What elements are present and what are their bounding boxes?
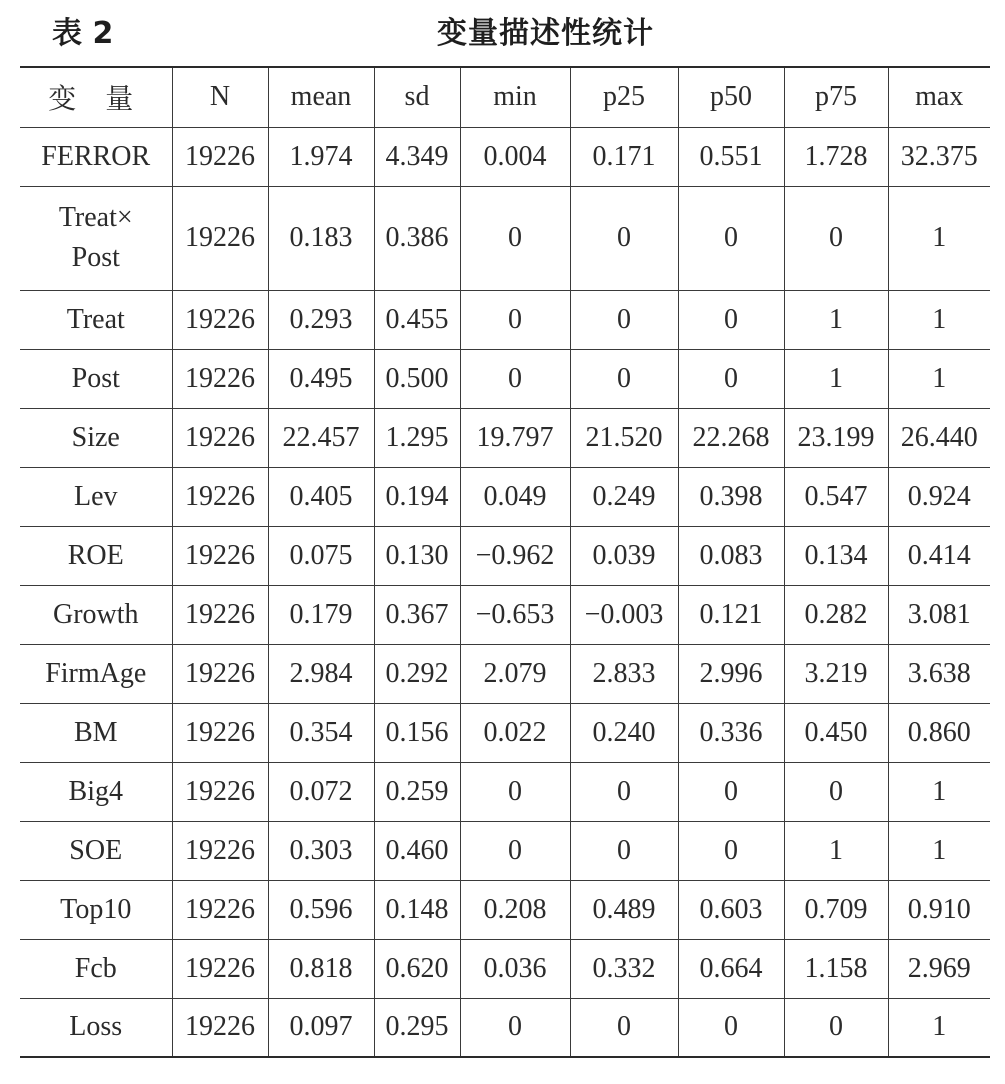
cell-p50: 0 [678, 762, 784, 821]
table-row [20, 349, 990, 408]
cell-p75: 0 [784, 186, 888, 290]
cell-min: 0.036 [460, 939, 570, 998]
row-variable-name: ROE [20, 526, 172, 585]
cell-p50: 0.664 [678, 939, 784, 998]
cell-p75: 23.199 [784, 408, 888, 467]
cell-p25: 0 [570, 762, 678, 821]
cell-max: 3.081 [888, 585, 990, 644]
table-row [20, 585, 990, 644]
row-variable-name: FirmAge [20, 644, 172, 703]
cell-n: 19226 [172, 762, 268, 821]
row-variable-name: Top10 [20, 880, 172, 939]
cell-sd: 0.156 [374, 703, 460, 762]
cell-p50: 0.603 [678, 880, 784, 939]
variable-name-line: Post [71, 242, 120, 273]
cell-p25: 0 [570, 998, 678, 1057]
row-variable-name: Fcb [20, 939, 172, 998]
table-header [20, 67, 990, 127]
cell-p75: 0.547 [784, 467, 888, 526]
cell-p50: 0 [678, 821, 784, 880]
table-row [20, 408, 990, 467]
cell-p25: 21.520 [570, 408, 678, 467]
column-header-p75: p75 [784, 67, 888, 127]
cell-p75: 1.158 [784, 939, 888, 998]
cell-sd: 0.130 [374, 526, 460, 585]
table-row [20, 880, 990, 939]
cell-max: 1 [888, 762, 990, 821]
cell-sd: 0.194 [374, 467, 460, 526]
cell-min: −0.962 [460, 526, 570, 585]
table-row [20, 821, 990, 880]
cell-min: 0 [460, 762, 570, 821]
cell-min: 0 [460, 290, 570, 349]
row-variable-name: Post [20, 349, 172, 408]
cell-p25: 0.039 [570, 526, 678, 585]
cell-max: 1 [888, 349, 990, 408]
cell-p25: 0.249 [570, 467, 678, 526]
cell-mean: 0.072 [268, 762, 374, 821]
cell-p50: 0.121 [678, 585, 784, 644]
cell-min: 0.004 [460, 127, 570, 186]
row-variable-name: Treat [20, 290, 172, 349]
cell-p75: 3.219 [784, 644, 888, 703]
row-variable-name [20, 186, 172, 290]
cell-p50: 0 [678, 349, 784, 408]
cell-n: 19226 [172, 186, 268, 290]
cell-n: 19226 [172, 644, 268, 703]
cell-p25: 2.833 [570, 644, 678, 703]
cell-mean: 22.457 [268, 408, 374, 467]
cell-sd: 4.349 [374, 127, 460, 186]
cell-p25: 0 [570, 821, 678, 880]
cell-min: 0 [460, 821, 570, 880]
cell-mean: 0.183 [268, 186, 374, 290]
cell-min: 19.797 [460, 408, 570, 467]
column-header-mean: mean [268, 67, 374, 127]
cell-sd: 0.386 [374, 186, 460, 290]
cell-p50: 0.083 [678, 526, 784, 585]
cell-p50: 22.268 [678, 408, 784, 467]
cell-min: 0 [460, 186, 570, 290]
cell-mean: 0.495 [268, 349, 374, 408]
cell-sd: 0.460 [374, 821, 460, 880]
cell-mean: 0.354 [268, 703, 374, 762]
variable-name-line: Treat× [58, 202, 133, 233]
cell-p25: 0.332 [570, 939, 678, 998]
descriptive-statistics-table [20, 66, 990, 1058]
cell-min: 0.208 [460, 880, 570, 939]
cell-mean: 1.974 [268, 127, 374, 186]
cell-p25: 0 [570, 290, 678, 349]
cell-n: 19226 [172, 349, 268, 408]
cell-mean: 2.984 [268, 644, 374, 703]
cell-mean: 0.179 [268, 585, 374, 644]
table-row [20, 290, 990, 349]
table-row [20, 762, 990, 821]
cell-p75: 1.728 [784, 127, 888, 186]
column-header-p25: p25 [570, 67, 678, 127]
cell-min: −0.653 [460, 585, 570, 644]
table-row [20, 467, 990, 526]
cell-sd: 0.295 [374, 998, 460, 1057]
cell-p50: 0 [678, 290, 784, 349]
cell-min: 0.049 [460, 467, 570, 526]
cell-mean: 0.405 [268, 467, 374, 526]
column-header-sd: sd [374, 67, 460, 127]
cell-n: 19226 [172, 939, 268, 998]
cell-n: 19226 [172, 998, 268, 1057]
table-title: 变量描述性统计 [437, 16, 654, 51]
cell-n: 19226 [172, 585, 268, 644]
cell-n: 19226 [172, 821, 268, 880]
cell-max: 1 [888, 821, 990, 880]
cell-n: 19226 [172, 526, 268, 585]
table-row [20, 526, 990, 585]
cell-p75: 1 [784, 821, 888, 880]
table-body [20, 127, 990, 1057]
cell-max: 0.910 [888, 880, 990, 939]
header-row [20, 67, 990, 127]
cell-sd: 0.259 [374, 762, 460, 821]
table-row [20, 998, 990, 1057]
cell-min: 0.022 [460, 703, 570, 762]
cell-p75: 0 [784, 998, 888, 1057]
cell-p75: 0 [784, 762, 888, 821]
table-row [20, 939, 990, 998]
cell-n: 19226 [172, 290, 268, 349]
cell-max: 0.860 [888, 703, 990, 762]
row-variable-name: SOE [20, 821, 172, 880]
table-number: 表 2 [52, 16, 114, 51]
cell-p75: 1 [784, 290, 888, 349]
cell-p75: 0.450 [784, 703, 888, 762]
cell-n: 19226 [172, 880, 268, 939]
cell-p50: 0 [678, 998, 784, 1057]
cell-n: 19226 [172, 127, 268, 186]
cell-max: 26.440 [888, 408, 990, 467]
cell-max: 0.924 [888, 467, 990, 526]
cell-mean: 0.097 [268, 998, 374, 1057]
cell-max: 32.375 [888, 127, 990, 186]
cell-n: 19226 [172, 467, 268, 526]
table-row [20, 186, 990, 290]
column-header-variable: 变 量 [20, 67, 172, 127]
cell-sd: 0.620 [374, 939, 460, 998]
cell-p50: 0.551 [678, 127, 784, 186]
cell-mean: 0.303 [268, 821, 374, 880]
cell-max: 0.414 [888, 526, 990, 585]
cell-sd: 0.292 [374, 644, 460, 703]
cell-max: 1 [888, 290, 990, 349]
column-header-min: min [460, 67, 570, 127]
cell-n: 19226 [172, 703, 268, 762]
cell-p75: 0.282 [784, 585, 888, 644]
cell-max: 1 [888, 998, 990, 1057]
cell-p50: 0.398 [678, 467, 784, 526]
row-variable-name: Loss [20, 998, 172, 1057]
cell-mean: 0.075 [268, 526, 374, 585]
row-variable-name: Lev [20, 467, 172, 526]
cell-p50: 0.336 [678, 703, 784, 762]
cell-min: 2.079 [460, 644, 570, 703]
cell-p75: 1 [784, 349, 888, 408]
cell-p25: −0.003 [570, 585, 678, 644]
table-row [20, 127, 990, 186]
cell-p25: 0 [570, 186, 678, 290]
row-variable-name: Growth [20, 585, 172, 644]
cell-sd: 0.367 [374, 585, 460, 644]
cell-n: 19226 [172, 408, 268, 467]
cell-p25: 0.489 [570, 880, 678, 939]
cell-mean: 0.293 [268, 290, 374, 349]
cell-p75: 0.709 [784, 880, 888, 939]
row-variable-name: FERROR [20, 127, 172, 186]
row-variable-name: Size [20, 408, 172, 467]
cell-sd: 0.455 [374, 290, 460, 349]
row-variable-name: BM [20, 703, 172, 762]
row-variable-name: Big4 [20, 762, 172, 821]
cell-p25: 0 [570, 349, 678, 408]
cell-mean: 0.596 [268, 880, 374, 939]
cell-p25: 0.171 [570, 127, 678, 186]
column-header-p50: p50 [678, 67, 784, 127]
cell-max: 3.638 [888, 644, 990, 703]
cell-p25: 0.240 [570, 703, 678, 762]
cell-sd: 1.295 [374, 408, 460, 467]
cell-min: 0 [460, 349, 570, 408]
column-header-max: max [888, 67, 990, 127]
table-row [20, 703, 990, 762]
column-header-n: N [172, 67, 268, 127]
cell-sd: 0.148 [374, 880, 460, 939]
cell-p50: 2.996 [678, 644, 784, 703]
table-row [20, 644, 990, 703]
cell-sd: 0.500 [374, 349, 460, 408]
cell-max: 1 [888, 186, 990, 290]
cell-p50: 0 [678, 186, 784, 290]
cell-mean: 0.818 [268, 939, 374, 998]
cell-p75: 0.134 [784, 526, 888, 585]
cell-max: 2.969 [888, 939, 990, 998]
cell-min: 0 [460, 998, 570, 1057]
